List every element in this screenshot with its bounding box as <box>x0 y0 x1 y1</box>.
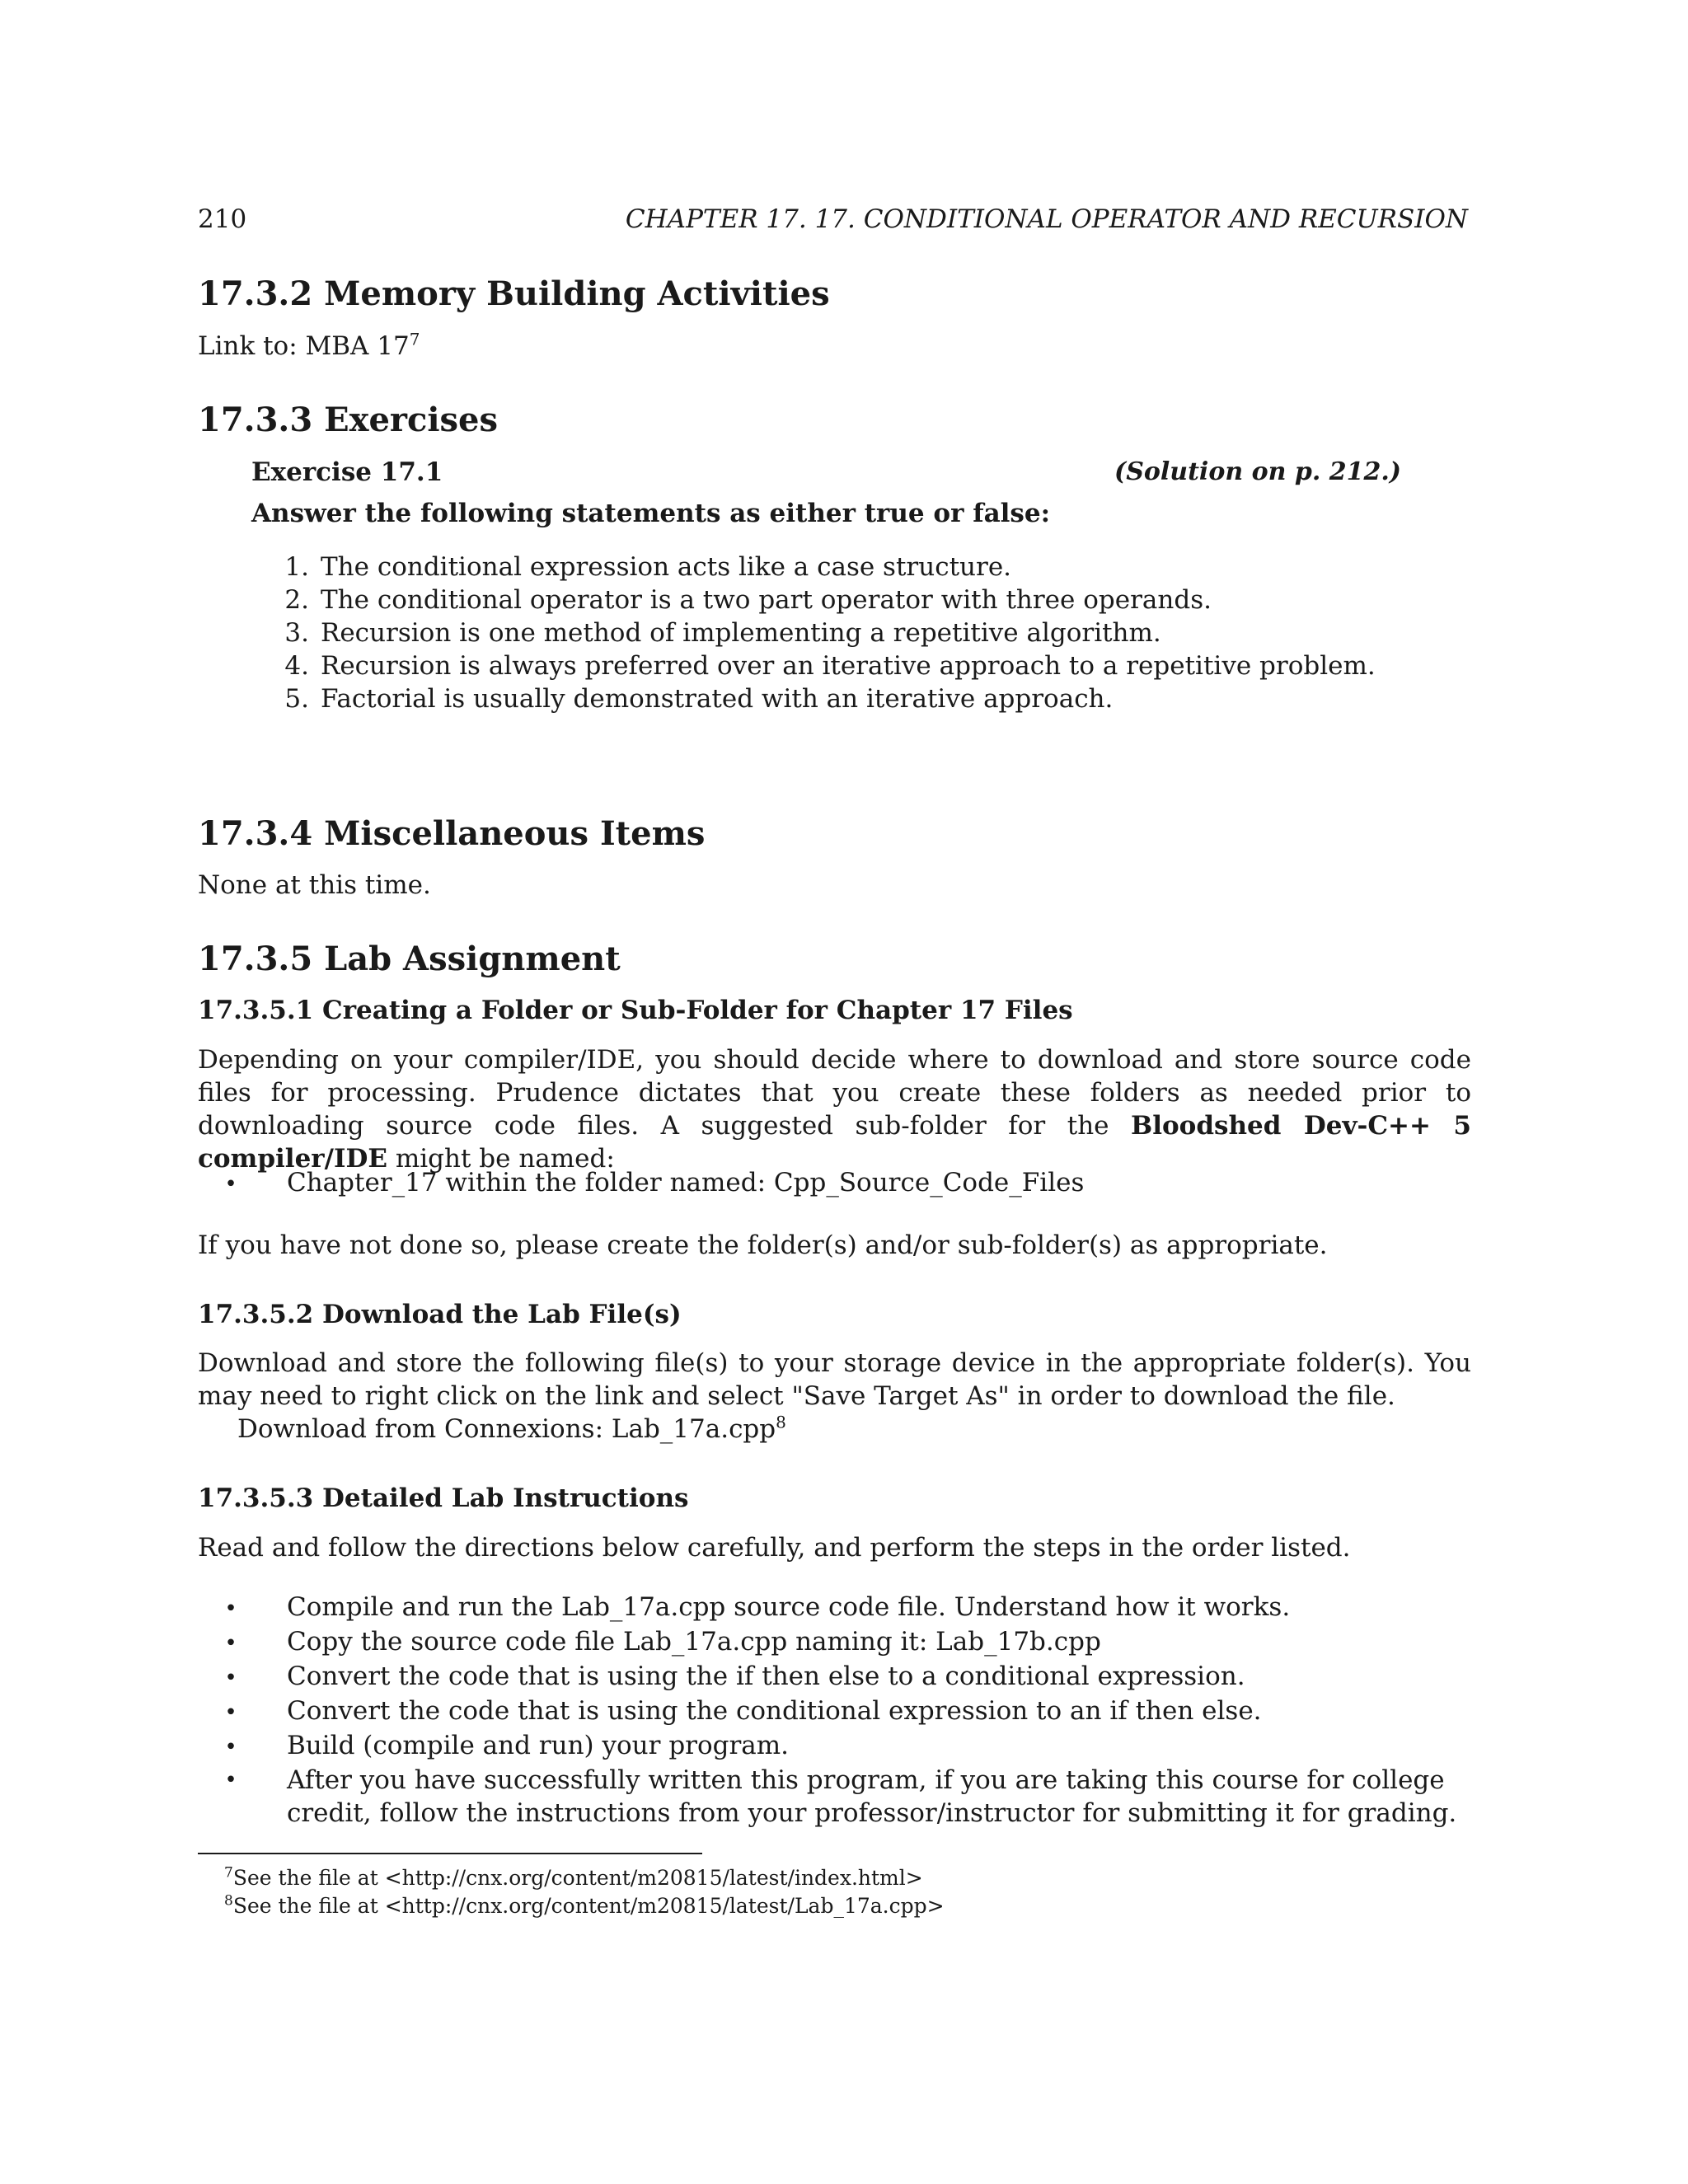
download-line <box>237 1413 786 1446</box>
folder-paragraph: Depending on your compiler/IDE, you should decide where to download and store source code files for processing. Prudence dictates that you create these folders as needed prior to downloading source code files. A suggested sub-folder for the Bloodshed Dev-C++ 5 compiler/IDE might be named: <box>198 1045 1471 1174</box>
instructions-intro: Read and follow the directions below carefully, and perform the steps in the order listed. <box>198 1533 1351 1563</box>
list-item: • Compile and run the Lab_17a.cpp source code file. Understand how it works. <box>223 1591 1498 1625</box>
footnote-ref-8[interactable]: 8 <box>776 1412 786 1432</box>
bullet-icon: • <box>224 1768 237 1793</box>
section-heading-lab: 17.3.5 Lab Assignment <box>198 940 621 978</box>
list-item: 1. The conditional expression acts like a case structure. <box>284 552 1012 582</box>
bullet-icon: • <box>224 1631 237 1656</box>
footnote-7-text[interactable]: See the file at <http://cnx.org/content/m20815/latest/index.html> <box>232 1866 923 1890</box>
list-item: • Convert the code that is using the if then else to a conditional expression. <box>223 1660 1498 1694</box>
exercise-title: Exercise 17.1 <box>251 457 443 487</box>
mba-link-line <box>198 330 420 363</box>
mba-link[interactable]: Link to: MBA 17 <box>198 331 410 361</box>
download-link[interactable]: Download from Connexions: Lab_17a.cpp <box>237 1414 776 1444</box>
subsection-heading-download: 17.3.5.2 Download the Lab File(s) <box>198 1300 682 1329</box>
footnote-8: $^8$See the file at <http://cnx.org/content/m20815/latest/Lab_17a.cpp> <box>224 1892 945 1918</box>
section-heading-exercises: 17.3.3 Exercises <box>198 401 499 439</box>
footnote-ref-7[interactable]: 7 <box>409 329 420 349</box>
page-number: 210 <box>198 204 247 234</box>
exercise-question: Answer the following statements as either true or false: <box>251 499 1051 528</box>
list-item: 3. Recursion is one method of implementing a repetitive algorithm. <box>284 618 1161 648</box>
list-item: • Build (compile and run) your program. <box>223 1729 1498 1764</box>
misc-text: None at this time. <box>198 870 431 900</box>
folder-bullet-list <box>223 1166 1084 1201</box>
folder-after-text: If you have not done so, please create the folder(s) and/or sub-folder(s) as appropriate. <box>198 1230 1328 1260</box>
list-item: 4. Recursion is always preferred over an iterative approach to a repetitive problem. <box>284 651 1376 681</box>
bullet-icon: • <box>224 1666 237 1690</box>
list-item: • Copy the source code file Lab_17a.cpp naming it: Lab_17b.cpp <box>223 1625 1498 1660</box>
bullet-icon: • <box>224 1700 237 1725</box>
bullet-icon: • <box>224 1172 237 1197</box>
bullet-icon: • <box>224 1596 237 1621</box>
list-item: • After you have successfully written this program, if you are taking this course for college credit, follow the instructions from your professor/instructor for submitting it for grading. <box>223 1764 1498 1830</box>
list-item: • Convert the code that is using the conditional expression to an if then else. <box>223 1694 1498 1729</box>
compiler-name: Bloodshed Dev-C++ 5 compiler/IDE <box>198 1111 1471 1174</box>
solution-link[interactable]: (Solution on p. 212.) <box>1114 457 1401 486</box>
subsection-heading-folder: 17.3.5.1 Creating a Folder or Sub-Folder for Chapter 17 Files <box>198 996 1073 1025</box>
true-false-list <box>272 551 1376 715</box>
list-item: • Chapter_17 within the folder named: Cpp_Source_Code_Files <box>223 1166 1084 1201</box>
list-item: 2. The conditional operator is a two part operator with three operands. <box>284 585 1212 615</box>
section-heading-misc: 17.3.4 Miscellaneous Items <box>198 814 706 853</box>
bullet-icon: • <box>224 1735 237 1760</box>
subsection-heading-instructions: 17.3.5.3 Detailed Lab Instructions <box>198 1483 689 1513</box>
section-heading-memory-building: 17.3.2 Memory Building Activities <box>198 274 830 313</box>
footnote-divider <box>198 1853 702 1854</box>
instructions-bullet-list <box>223 1591 1498 1830</box>
footnote-8-text[interactable]: See the file at <http://cnx.org/content/m20815/latest/Lab_17a.cpp> <box>232 1894 945 1918</box>
download-paragraph: Download and store the following file(s) to your storage device in the appropriate folder(s). You may need to right click on the link and select "Save Target As" in order to download the file. <box>198 1348 1471 1411</box>
running-header: CHAPTER 17. 17. CONDITIONAL OPERATOR AND RECURSION <box>625 204 1468 234</box>
list-item: 5. Factorial is usually demonstrated with an iterative approach. <box>284 684 1114 714</box>
footnote-7: $^7$See the file at <http://cnx.org/content/m20815/latest/index.html> <box>224 1864 923 1890</box>
